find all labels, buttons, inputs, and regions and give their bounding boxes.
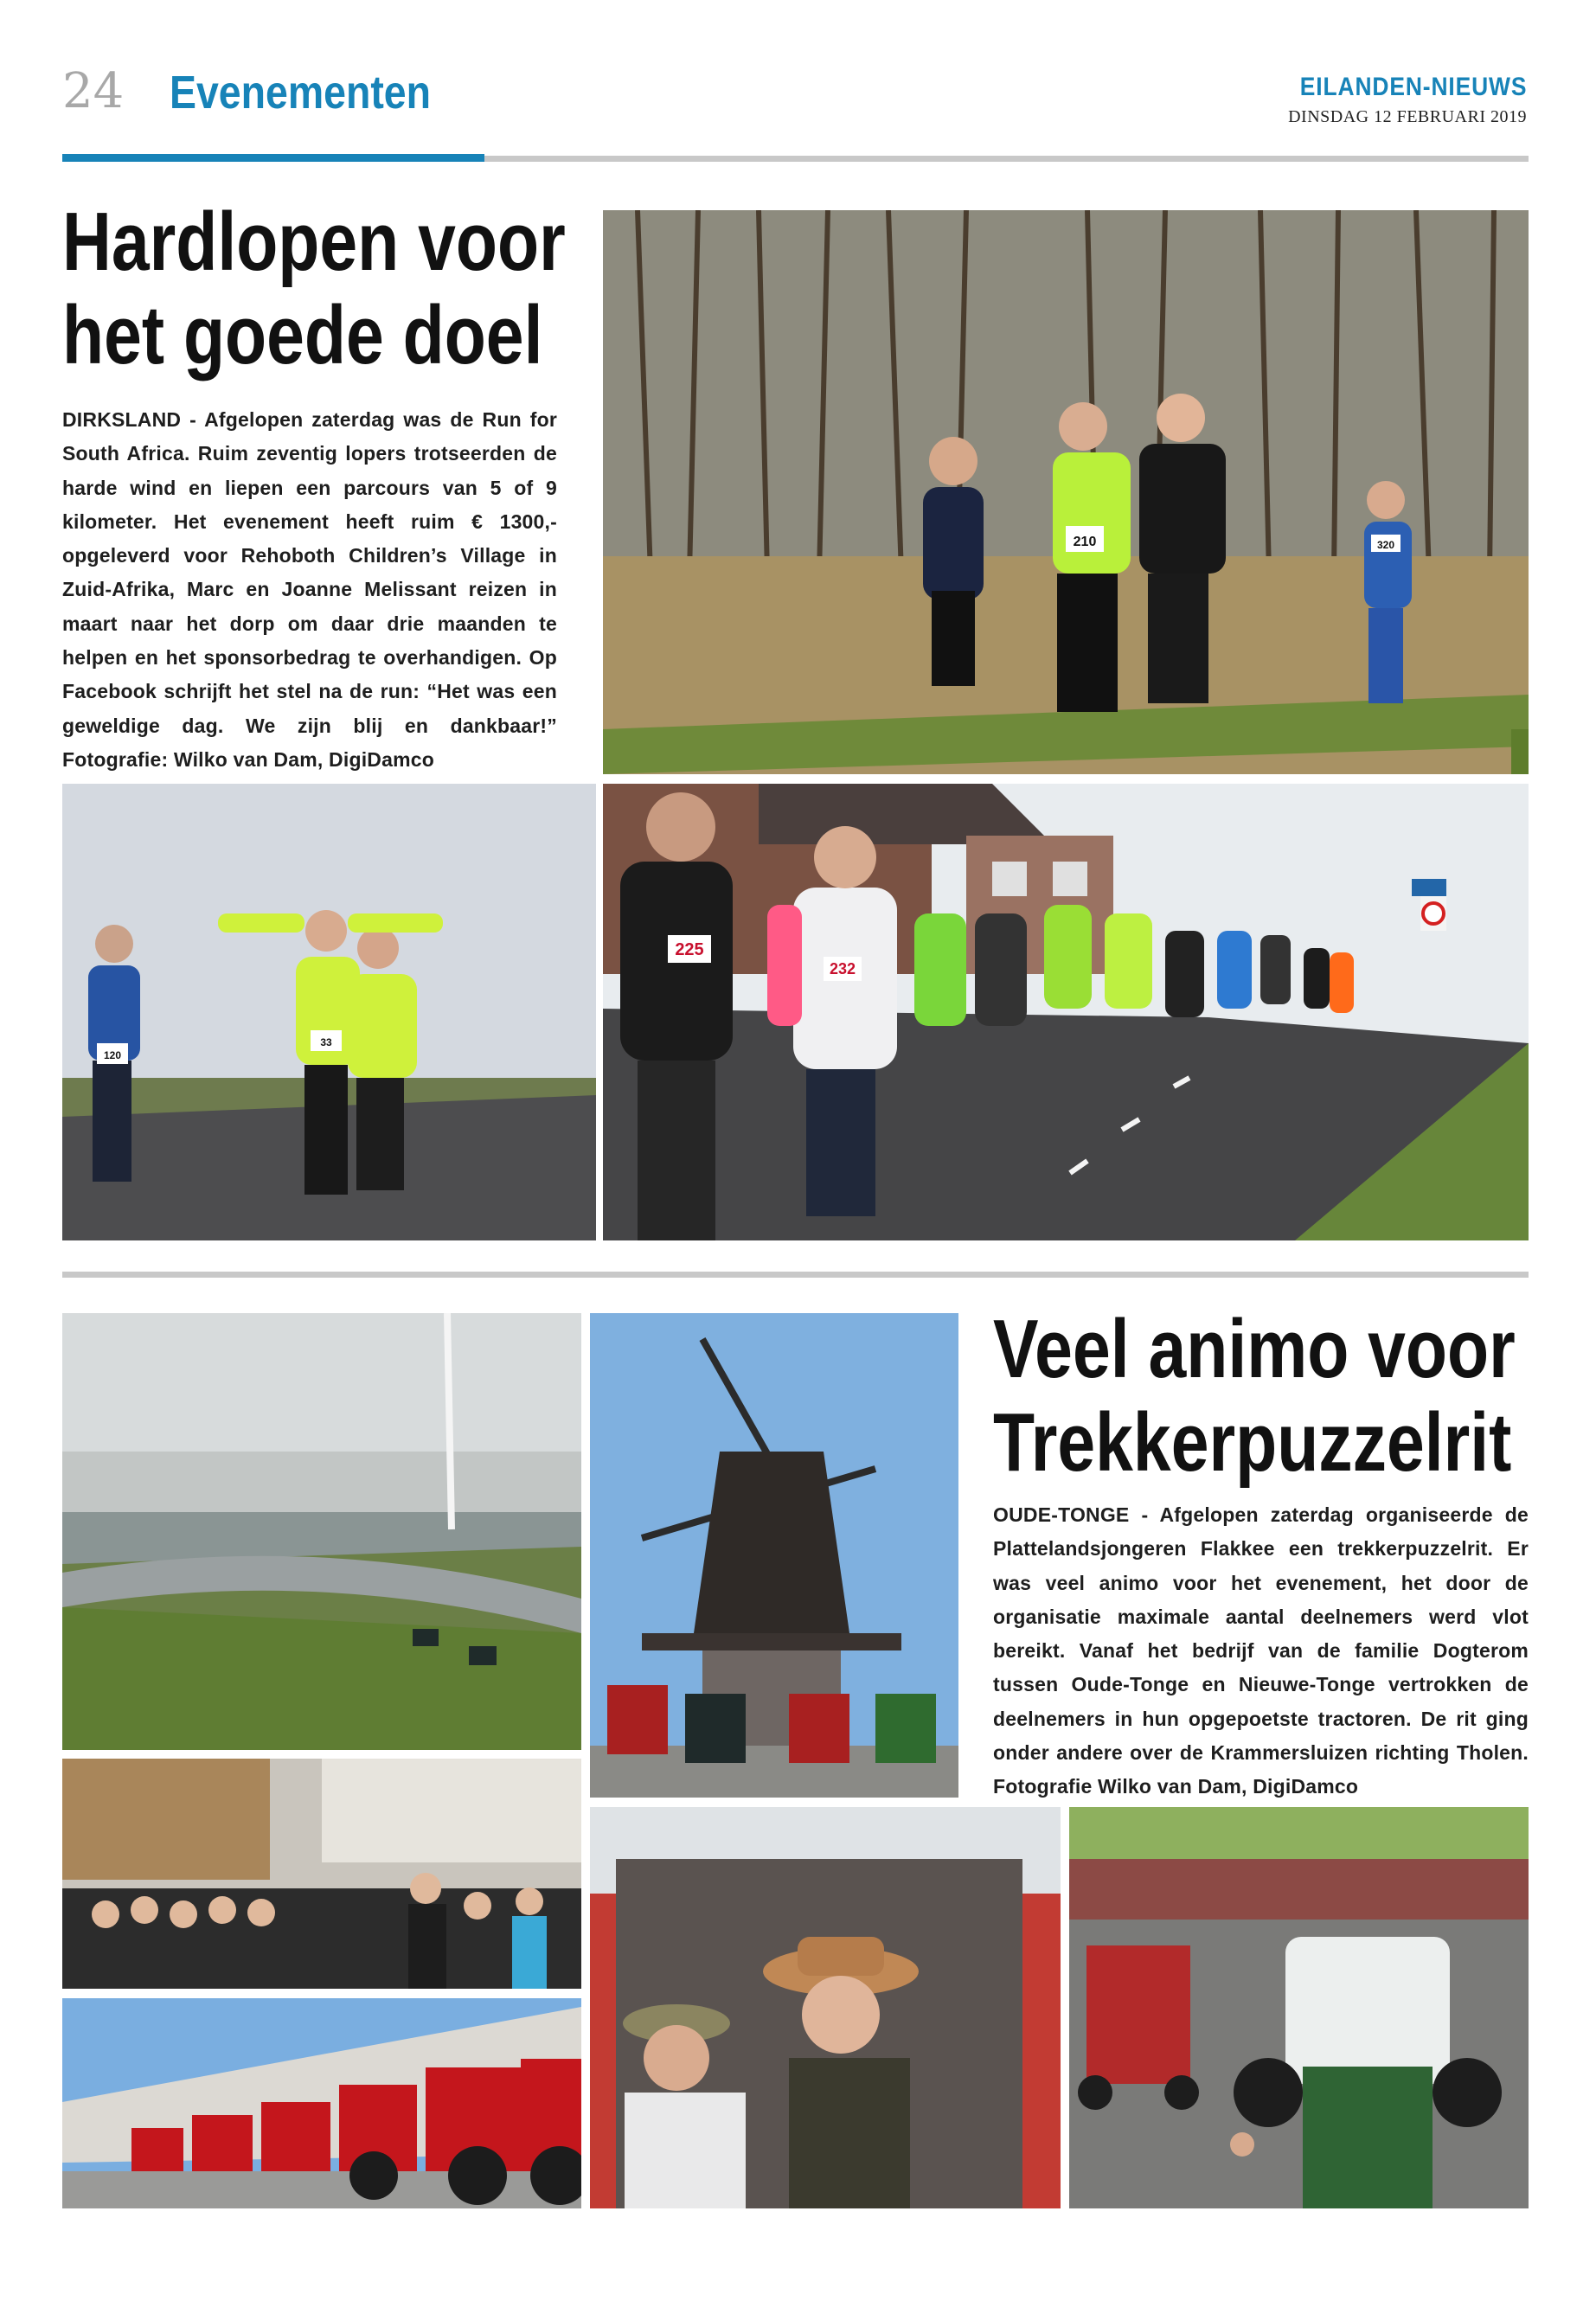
bib-number: 232: [829, 960, 856, 977]
header-rule: [484, 156, 1529, 162]
article1-headline-line2: het goede doel: [62, 289, 543, 381]
photo-dike-windturbine: [62, 1313, 581, 1750]
bib-number: 210: [1073, 535, 1097, 549]
photo-runners-dike: [62, 784, 596, 1240]
bib-number: 33: [320, 1036, 332, 1048]
header-accent-rule: [62, 154, 484, 162]
newspaper-logo: EILANDEN-NIEUWS: [1299, 73, 1527, 101]
section-title: Evenementen: [170, 67, 431, 119]
article2-headline-line1: Veel animo voor: [993, 1303, 1516, 1395]
article2-headline: [993, 1303, 1596, 1490]
photo-runners-forest: [603, 210, 1529, 774]
bib-number: 225: [675, 940, 704, 959]
section-divider: [62, 1272, 1529, 1278]
article2-body: OUDE-TONGE - Afgelopen zaterdag organiseerde de Plattelandsjongeren Flakkee een trekkerpuzzelrit. Er was veel animo voor het evenement, het door de organisatie maximale aantal deelnemers werd vlot bereikt. Vanaf het bedrijf van de familie Dogterom tussen Oude-Tonge en Nieuwe-Tonge vertrokken de deelnemers in hun opgepoetste tractoren. De rit ging onder andere over de Krammersluizen richting Tholen. Fotografie Wilko van Dam, DigiDamco: [993, 1503, 1529, 1798]
article1-headline-line1: Hardlopen voor: [62, 195, 566, 288]
bib-number: 120: [103, 1049, 122, 1061]
article1-headline: [62, 195, 676, 382]
page-number: 24: [62, 63, 125, 119]
article1-body: DIRKSLAND - Afgelopen zaterdag was de Run for South Africa. Ruim zeventig lopers trotseerden de harde wind en liepen een parcours van 5 of 9 kilometer. Het evenement heeft ruim € 1300,- opgeleverd voor Rehoboth Children’s Village in Zuid-Afrika, Marc en Joanne Melissant reizen in maart naar het dorp om daar drie maanden te helpen en het sponsorbedrag te overhandigen. Op Facebook schrijft het stel na de run: “Het was een geweldige dag. We zijn blij en dankbaar!” Fotografie: Wilko van Dam, DigiDamco: [62, 408, 557, 771]
issue-date: DINSDAG 12 FEBRUARI 2019: [1288, 107, 1527, 126]
photo-tractors-overhead: [1069, 1807, 1529, 2208]
photo-tractors-row: [62, 1998, 581, 2208]
photo-runners-road: [603, 784, 1529, 1240]
article2-headline-line2: Trekkerpuzzelrit: [993, 1396, 1512, 1489]
bib-number: 320: [1376, 539, 1395, 551]
photo-briefing-barn: [62, 1759, 581, 1989]
photo-tractor-cab: [590, 1807, 1061, 2208]
photo-windmill-tractors: [590, 1313, 958, 1798]
